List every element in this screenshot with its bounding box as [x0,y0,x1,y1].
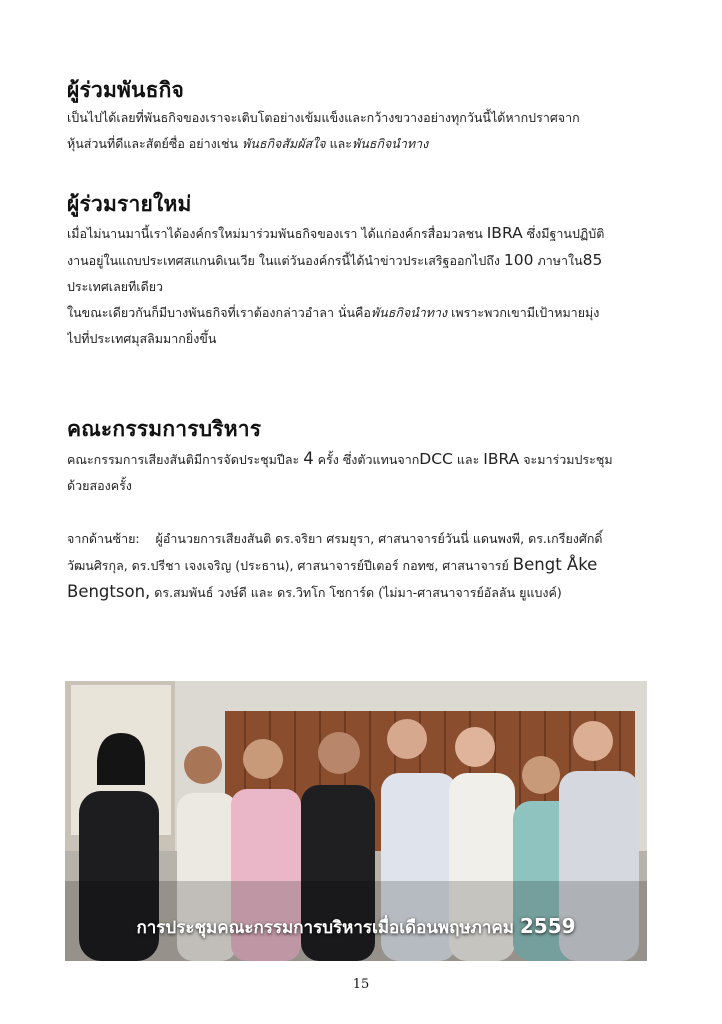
members-label: จากด้านซ้าย: [67,531,140,546]
members-line-1-text: ผู้อำนวยการเสียงสันติ ดร.จริยา ศรมยุรา, ศาสนาจารย์วันนี่ แดนพงพี, ดร.เกรียงศักดิ์ [155,531,603,546]
new-partner-line-1-tail: ซึ่งมีฐานปฏิบัติ [522,226,605,241]
board-paragraph [67,446,661,499]
members-line-2-text: วัฒนศิรกุล, ดร.ปรีชา เจงเจริญ (ประธาน), ศาสนาจารย์ปีเตอร์ กอทซ, ศาสนาจารย์ [67,558,513,573]
new-partner-line-4-tail: เพราะพวกเขามีเป้าหมายมุ่ง [447,305,600,320]
partner-name-2: พันธกิจนำทาง [352,136,429,151]
board-line-1-c: และ [452,452,484,467]
members-line-2 [67,552,661,579]
partner-name-1: พันธกิจสัมผัสใจ [242,136,326,151]
new-partner-line-4-text: ในขณะเดียวกันก็มีบางพันธกิจที่เราต้องกล่าวอำลา นั่นคือ [67,305,371,320]
members-line-3 [67,579,661,606]
members-line-3-text: ดร.สมพันธ์ วงษ์ดี และ ดร.วิทโก โซการ์ด (ไม่มา-ศาสนาจารย์อัลลัน ยูแบงค์) [150,585,562,600]
partners-line-2 [67,131,661,157]
new-partner-line-5: ไปที่ประเทศมุสลิมมากยิ่งขึ้น [67,331,217,346]
photo-caption [65,914,647,941]
caption-year: 2559 [519,914,576,938]
heading-new-partner: ผู้ร่วมรายใหม่ [67,192,192,216]
meetings-count: 4 [303,449,314,468]
members-line-1 [67,526,661,552]
new-partner-line-2 [67,247,661,274]
new-partner-line-4 [67,300,661,326]
member-name-bengt: Bengt Åke [512,555,598,574]
new-partner-paragraph [67,220,661,352]
farewell-partner-name: พันธกิจนำทาง [370,305,448,320]
partners-line-2-text: หุ้นส่วนที่ดีและสัตย์ซื่อ อย่างเช่น [67,136,243,151]
new-partner-line-2-mid: ภาษาใน [533,253,583,268]
board-line-1 [67,446,661,473]
board-line-1-b: ครั้ง ซึ่งตัวแทนจาก [313,452,420,467]
board-line-2: ด้วยสองครั้ง [67,478,132,493]
member-surname-bengtson: Bengtson, [67,582,151,601]
caption-text: การประชุมคณะกรรมการบริหารเมื่อเดือนพฤษภาคม [136,918,520,938]
partners-line-1: เป็นไปได้เลยที่พันธกิจของเราจะเติบโตอย่างเข้มแข็งและกว้างขวางอย่างทุกวันนี้ได้หากปราศจาก [67,110,580,125]
org-ibra-board: IBRA [483,450,520,468]
new-partner-line-1-text: เมื่อไม่นานมานี้เราได้องค์กรใหม่มาร่วมพันธกิจของเรา ได้แก่องค์กรสื่อมวลชน [67,226,487,241]
heading-partners: ผู้ร่วมพันธกิจ [67,78,185,102]
heading-board: คณะกรรมการบริหาร [67,417,262,441]
new-partner-line-2-text: งานอยู่ในแถบประเทศสแกนดิเนเวีย ในแต่วันองค์กรนี้ได้นำข่าวประเสริฐออกไปถึง [67,253,504,268]
org-ibra: IBRA [486,224,523,242]
board-line-1-d: จะมาร่วมประชุม [519,452,613,467]
board-group-photo [65,681,647,961]
new-partner-line-3: ประเทศเลยทีเดียว [67,279,164,294]
countries-count: 85 [582,251,603,269]
page-number: 15 [352,977,370,992]
partners-line-2-and: และ [325,136,352,151]
partners-paragraph [67,105,661,157]
new-partner-line-1 [67,220,661,247]
board-members-paragraph [67,526,661,606]
board-line-1-a: คณะกรรมการเสียงสันติมีการจัดประชุมปีละ [67,452,304,467]
org-dcc: DCC [419,450,453,468]
languages-count: 100 [503,251,534,269]
